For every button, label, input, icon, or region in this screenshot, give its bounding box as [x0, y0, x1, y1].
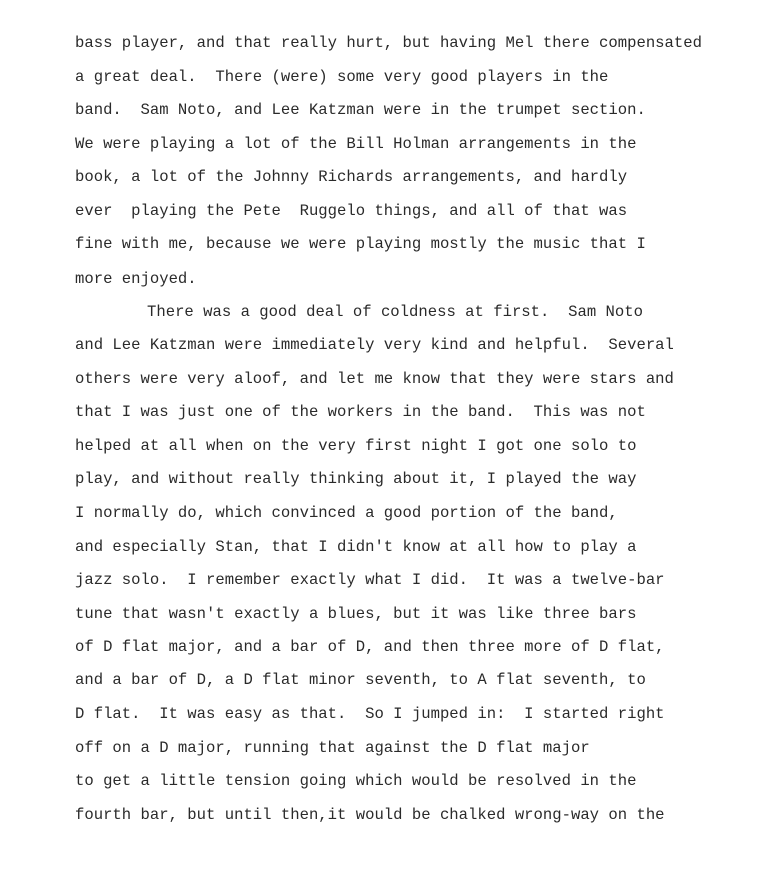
text-line-20: and a bar of D, a D flat minor seventh, to A flat seventh, to [75, 671, 646, 689]
text-line-2: a great deal. There (were) some very good players in the [75, 68, 609, 86]
text-line-8: more enjoyed. [75, 270, 197, 288]
text-line-11: others were very aloof, and let me know that they were stars and [75, 370, 674, 388]
text-line-10: and Lee Katzman were immediately very kind and helpful. Several [75, 336, 674, 354]
text-line-22: off on a D major, running that against the D flat major [75, 739, 590, 757]
text-line-3: band. Sam Noto, and Lee Katzman were in the trumpet section. [75, 101, 646, 119]
text-line-5: book, a lot of the Johnny Richards arrangements, and hardly [75, 168, 628, 186]
text-line-7: fine with me, because we were playing mostly the music that I [75, 235, 646, 253]
text-line-17: jazz solo. I remember exactly what I did. It was a twelve-bar [75, 571, 665, 589]
text-line-15: I normally do, which convinced a good portion of the band, [75, 504, 618, 522]
text-line-16: and especially Stan, that I didn't know at all how to play a [75, 538, 637, 556]
text-line-14: play, and without really thinking about it, I played the way [75, 470, 637, 488]
text-line-9: There was a good deal of coldness at first. Sam Noto [147, 303, 643, 321]
text-line-6: ever playing the Pete Ruggelo things, and all of that was [75, 202, 628, 220]
text-line-13: helped at all when on the very first night I got one solo to [75, 437, 637, 455]
text-line-23: to get a little tension going which would be resolved in the [75, 772, 637, 790]
text-line-21: D flat. It was easy as that. So I jumped in: I started right [75, 705, 665, 723]
text-line-1: bass player, and that really hurt, but having Mel there compensated [75, 34, 702, 52]
text-line-4: We were playing a lot of the Bill Holman arrangements in the [75, 135, 637, 153]
text-line-18: tune that wasn't exactly a blues, but it was like three bars [75, 605, 637, 623]
text-line-12: that I was just one of the workers in the band. This was not [75, 403, 646, 421]
text-line-24: fourth bar, but until then,it would be chalked wrong-way on the [75, 806, 665, 824]
text-line-19: of D flat major, and a bar of D, and then three more of D flat, [75, 638, 665, 656]
